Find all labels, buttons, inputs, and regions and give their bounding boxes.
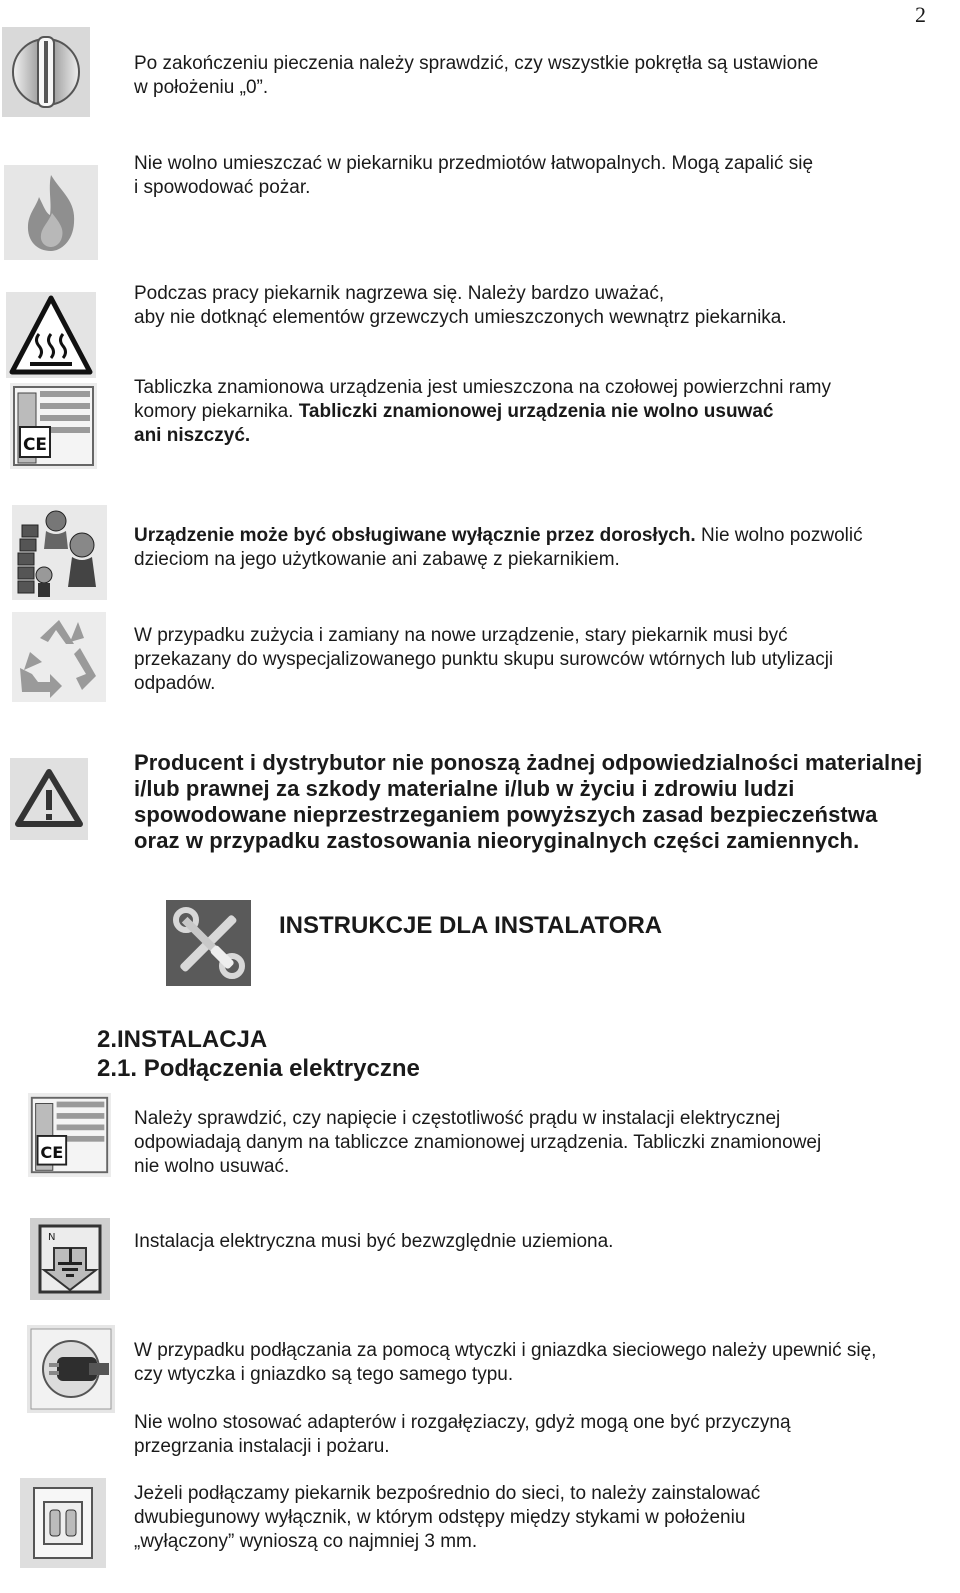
page-number: 2 [915, 2, 926, 27]
svg-text:CE: CE [40, 1142, 64, 1162]
ce-nameplate-icon [28, 1093, 111, 1177]
ce-nameplate-icon [10, 383, 97, 469]
warning-triangle-icon [10, 758, 88, 840]
section-subtitle: 2.1. Podłączenia elektryczne [97, 1055, 420, 1082]
nameplate-text [134, 376, 831, 448]
children-text-normal: Nie wolno pozwolić dzieciom na jego użytkowanie ani zabawę z piekarnikiem. [134, 525, 863, 570]
svg-text:N: N [48, 1232, 56, 1243]
nameplate-text-normal: Tabliczka znamionowa urządzenia jest umieszczona na czołowej powierzchni ramy komory piekarnika. [134, 377, 831, 422]
ground-symbol-icon [30, 1218, 110, 1300]
flammable-text: Nie wolno umieszczać w piekarniku przedmiotów łatwopalnych. Mogą zapalić się i spowodować pożar. [134, 153, 814, 198]
voltage-text: Należy sprawdzić, czy napięcie i częstotliwość prądu w instalacji elektrycznej odpowiadają danym na tabliczce znamionowej urządzenia. Tabliczki znamionowej nie wolno usuwać. [134, 1108, 822, 1177]
children-text [134, 524, 863, 572]
double-pole-switch-icon [20, 1478, 106, 1568]
tools-icon [166, 900, 251, 986]
svg-text:CE: CE [22, 435, 48, 455]
adapters-text: Nie wolno stosować adapterów i rozgałęziaczy, gdyż mogą one być przyczyną przegrzania instalacji i pożaru. [134, 1412, 791, 1457]
section-title: 2.INSTALACJA [97, 1026, 268, 1053]
warning-text: Producent i dystrybutor nie ponoszą żadnej odpowiedzialności materialnej i/lub prawnej za szkody materialne i/lub w życiu i zdrowiu ludzi spowodowane nieprzestrzeganiem powyższych zasad bezpieczeństwa oraz w przypadku zastosowania nieoryginalnych części zamiennych. [134, 750, 923, 853]
plug-socket-icon [27, 1325, 115, 1413]
oven-knob-icon [2, 27, 90, 117]
nameplate-text-bold: Tabliczki znamionowej urządzenia nie wolno usuwać ani niszczyć. [134, 401, 774, 446]
flame-icon [4, 165, 98, 260]
installer-heading: INSTRUKCJE DLA INSTALATORA [279, 912, 663, 939]
children-icon [12, 505, 107, 600]
knobs-text: Po zakończeniu pieczenia należy sprawdzić, czy wszystkie pokrętła są ustawione w położeniu „0”. [134, 53, 819, 98]
switch-text: Jeżeli podłączamy piekarnik bezpośrednio do sieci, to należy zainstalować dwubiegunowy wyłącznik, w którym odstępy między stykami w położeniu „wyłączony” wynioszą co najmniej 3 mm. [134, 1483, 761, 1552]
recycle-icon [12, 612, 106, 702]
plug-text: W przypadku podłączania za pomocą wtyczki i gniazdka sieciowego należy upewnić się, czy wtyczka i gniazdko są tego samego typu. [134, 1340, 877, 1385]
hot-text: Podczas pracy piekarnik nagrzewa się. Należy bardzo uważać, aby nie dotknąć elementów grzewczych umieszczonych wewnątrz piekarnika. [134, 283, 787, 328]
hot-surface-icon [6, 292, 96, 378]
recycle-text: W przypadku zużycia i zamiany na nowe urządzenie, stary piekarnik musi być przekazany do wyspecjalizowanego punktu skupu surowców wtórnych lub utylizacji odpadów. [134, 625, 834, 694]
children-text-bold: Urządzenie może być obsługiwane wyłącznie przez dorosłych. [134, 525, 696, 546]
ground-text: Instalacja elektryczna musi być bezwzględnie uziemiona. [134, 1231, 614, 1252]
